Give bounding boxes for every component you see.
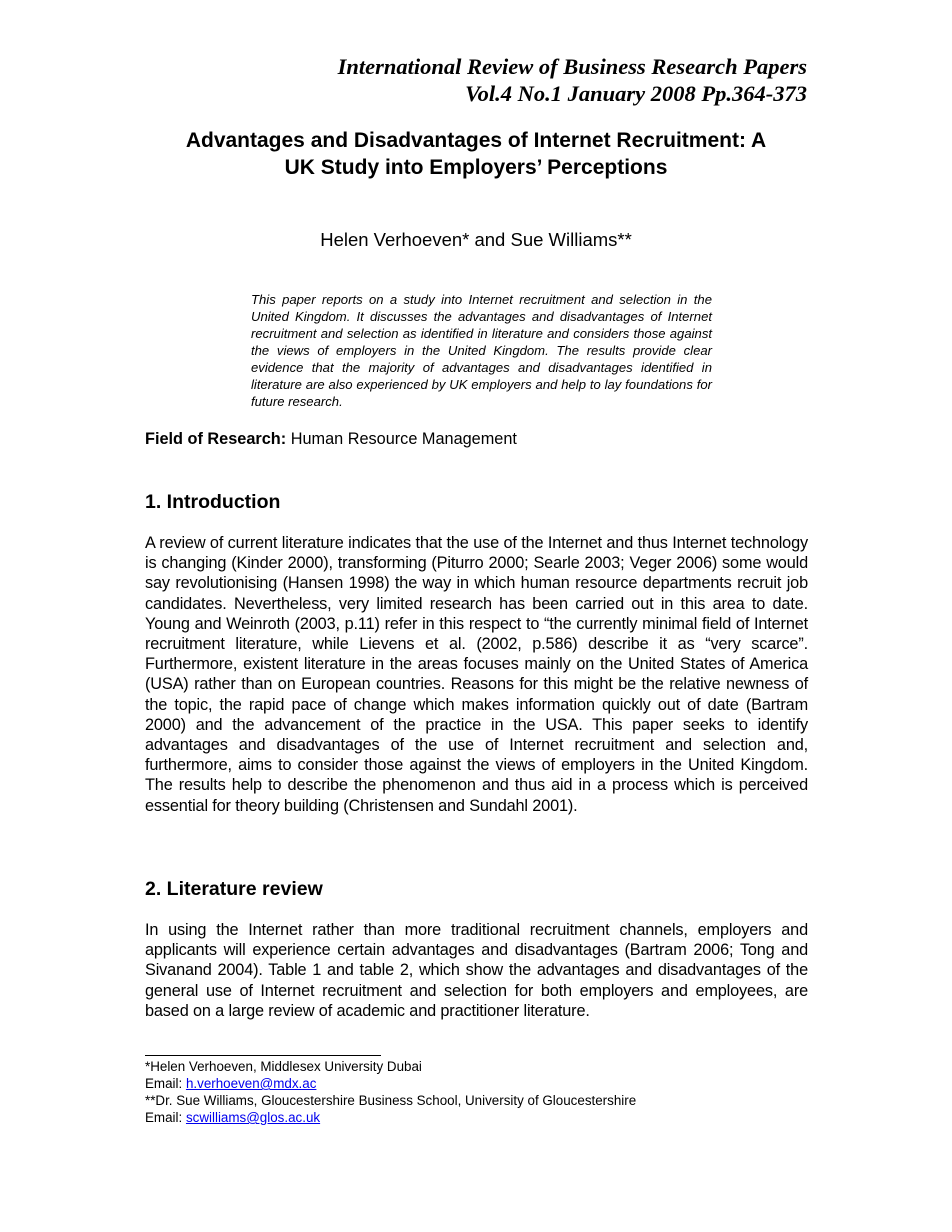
email-link-williams[interactable]: scwilliams@glos.ac.uk (185, 1110, 321, 1125)
email-link-verhoeven[interactable]: h.verhoeven@mdx.ac (185, 1076, 317, 1091)
footnote-divider (145, 1055, 381, 1056)
paper-title (140, 127, 812, 181)
section-heading-introduction: 1. Introduction (145, 491, 281, 513)
field-value: Human Resource Management (290, 430, 517, 448)
section-body-introduction: A review of current literature indicates that the use of the Internet and thus Internet technology is changing (Kinder 2000), transforming (Piturro 2000; Searle 2003; Veger 2006) some would say revolutionising (Hansen 1998) the way in which human resource departments recruit job candidates. Nevertheless, very limited research has been carried out in this area to date. Young and Weinroth (2003, p.11) refer in this respect to “the currently minimal field of Internet recruitment literature, while Lievens et al. (2002, p.586) describe it as “very scarce”. Furthermore, existent literature in the areas focuses mainly on the United States of America (USA) rather than on European countries. Reasons for this might be the relative newness of the topic, the rapid pace of change which makes information quickly out of date (Bartram 2000) and the advancement of the practice in the USA. This paper seeks to identify advantages and disadvantages of the use of Internet recruitment and selection and, furthermore, aims to consider those against the views of employers in the United Kingdom. The results help to describe the phenomenon and thus aid in a process which is perceived essential for theory building (Christensen and Sundahl 2001). (145, 534, 808, 815)
field-label: Field of Research: (145, 430, 287, 448)
section-body-literature-review: In using the Internet rather than more traditional recruitment channels, employers and applicants will experience certain advantages and disadvantages (Bartram 2006; Tong and Sivanand 2004). Table 1 and table 2, which show the advantages and disadvantages of the general use of Internet recruitment and selection for both employers and employees, are based on a large review of academic and practitioner literature. (145, 921, 808, 1020)
email-label: Email: (145, 1110, 183, 1125)
footnote-affiliation-2: **Dr. Sue Williams, Gloucestershire Business School, University of Gloucestershire (145, 1093, 637, 1108)
authors: Helen Verhoeven* and Sue Williams** (320, 229, 632, 250)
abstract: This paper reports on a study into Internet recruitment and selection in the United Kingdom. It discusses the advantages and disadvantages of Internet recruitment and selection as identified in literature and considers those against the views of employers in the United Kingdom. The results provide clear evidence that the majority of advantages and disadvantages identified in literature are also experienced by UK employers and help to lay foundations for future research. (251, 292, 712, 409)
section-heading-literature-review: 2. Literature review (145, 878, 323, 900)
footnote-email-row-1 (145, 1075, 636, 1092)
footnote-email-row-2 (145, 1109, 636, 1126)
footnote-affiliation-1: *Helen Verhoeven, Middlesex University Dubai (145, 1059, 422, 1074)
footnotes (145, 1058, 636, 1126)
email-label: Email: (145, 1076, 183, 1091)
journal-issue: Vol.4 No.1 January 2008 Pp.364-373 (465, 81, 807, 106)
title-line-1: Advantages and Disadvantages of Internet Recruitment: A (185, 129, 767, 152)
title-line-2: UK Study into Employers’ Perceptions (284, 156, 668, 179)
journal-header (338, 53, 807, 107)
field-of-research (145, 429, 517, 449)
journal-name: International Review of Business Research Papers (337, 54, 807, 79)
